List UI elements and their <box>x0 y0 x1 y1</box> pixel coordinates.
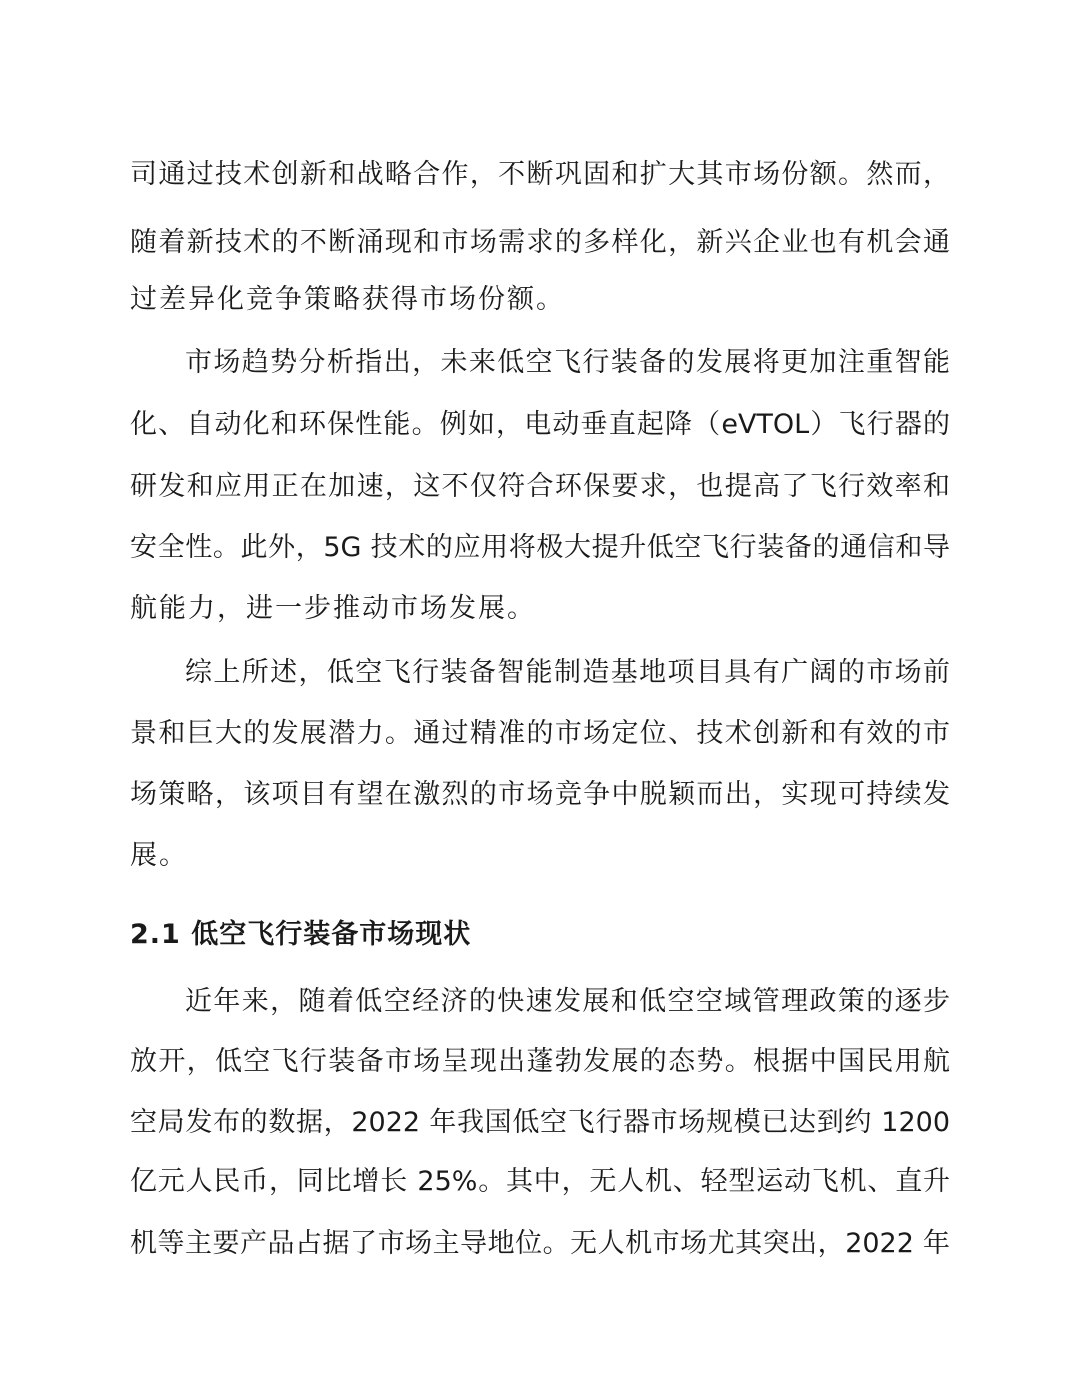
paragraph-line: 研发和应用正在加速，这不仅符合环保要求，也提高了飞行效率和 <box>130 471 950 502</box>
paragraph-line: 展。 <box>130 840 188 871</box>
paragraph-line: 亿元人民币，同比增长 25%。其中，无人机、轻型运动飞机、直升 <box>130 1166 950 1197</box>
paragraph-line: 机等主要产品占据了市场主导地位。无人机市场尤其突出，2022 年 <box>130 1228 950 1259</box>
paragraph-line: 景和巨大的发展潜力。通过精准的市场定位、技术创新和有效的市 <box>130 718 950 749</box>
paragraph-line: 放开，低空飞行装备市场呈现出蓬勃发展的态势。根据中国民用航 <box>130 1046 950 1077</box>
paragraph-line: 化、自动化和环保性能。例如，电动垂直起降（eVTOL）飞行器的 <box>130 409 950 440</box>
paragraph-line: 司通过技术创新和战略合作，不断巩固和扩大其市场份额。然而， <box>130 159 950 190</box>
paragraph-line: 市场趋势分析指出，未来低空飞行装备的发展将更加注重智能 <box>185 347 950 378</box>
paragraph-line: 场策略，该项目有望在激烈的市场竞争中脱颖而出，实现可持续发 <box>130 779 950 810</box>
paragraph-line: 航能力，进一步推动市场发展。 <box>130 593 536 624</box>
paragraph-line: 空局发布的数据，2022 年我国低空飞行器市场规模已达到约 1200 <box>130 1107 950 1138</box>
section-heading: 2.1 低空飞行装备市场现状 <box>130 919 472 950</box>
paragraph-line: 近年来，随着低空经济的快速发展和低空空域管理政策的逐步 <box>185 986 950 1017</box>
paragraph-line: 过差异化竞争策略获得市场份额。 <box>130 284 565 315</box>
paragraph-line: 综上所述，低空飞行装备智能制造基地项目具有广阔的市场前 <box>185 657 950 688</box>
paragraph-line: 随着新技术的不断涌现和市场需求的多样化，新兴企业也有机会通 <box>130 227 950 258</box>
paragraph-line: 安全性。此外，5G 技术的应用将极大提升低空飞行装备的通信和导 <box>130 532 950 563</box>
